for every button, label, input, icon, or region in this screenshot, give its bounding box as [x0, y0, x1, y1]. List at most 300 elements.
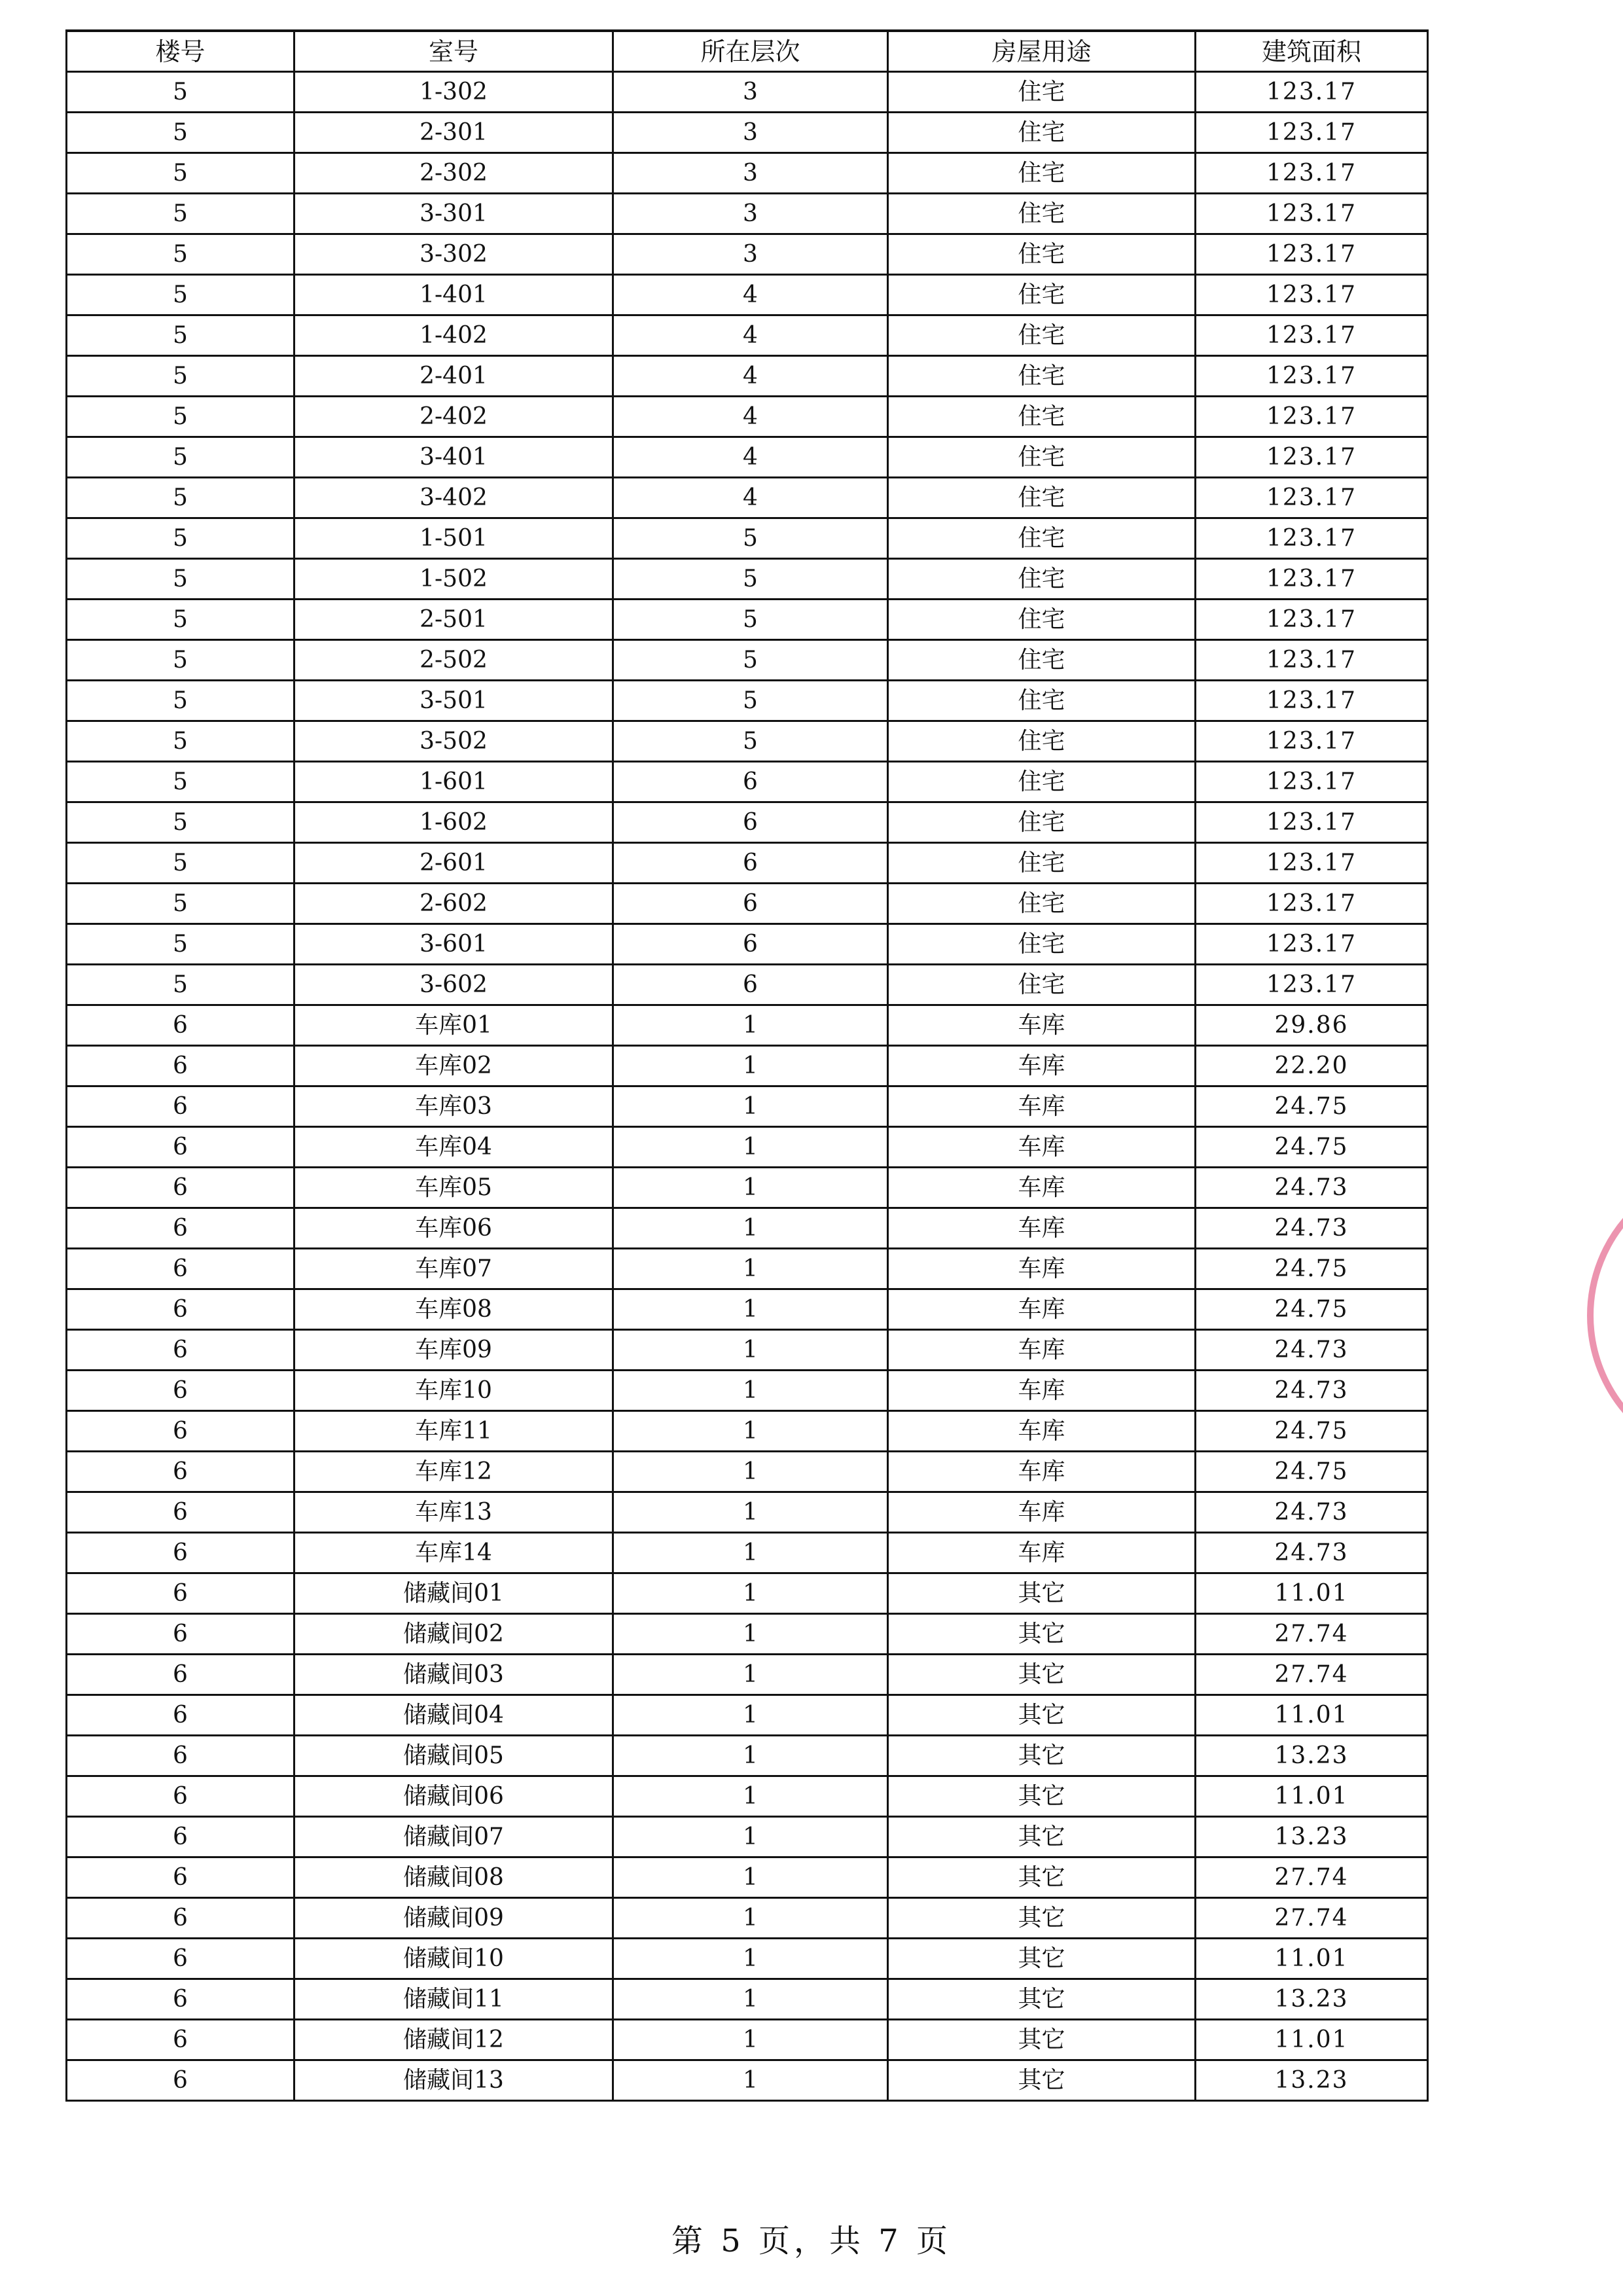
cell-building-no: 6	[67, 1939, 294, 1979]
cell-floor: 1	[613, 1249, 888, 1289]
table-row	[67, 2020, 1428, 2060]
cell-building-no: 6	[67, 1776, 294, 1817]
cell-floor-area: 11.01	[1196, 2020, 1428, 2060]
table-row	[67, 356, 1428, 397]
cell-room-no: 1-502	[294, 559, 613, 600]
table-row	[67, 1776, 1428, 1817]
cell-usage: 住宅	[888, 600, 1196, 640]
cell-room-no: 储藏间12	[294, 2020, 613, 2060]
cell-floor-area: 123.17	[1196, 234, 1428, 275]
table-row	[67, 153, 1428, 194]
table-row	[67, 194, 1428, 234]
cell-floor-area: 123.17	[1196, 478, 1428, 518]
cell-usage: 车库	[888, 1492, 1196, 1533]
cell-building-no: 6	[67, 1573, 294, 1614]
table-row	[67, 315, 1428, 356]
cell-floor: 5	[613, 681, 888, 721]
cell-floor: 1	[613, 1330, 888, 1371]
cell-room-no: 储藏间09	[294, 1898, 613, 1939]
header-usage: 房屋用途	[888, 31, 1196, 72]
cell-usage: 其它	[888, 1939, 1196, 1979]
cell-room-no: 储藏间06	[294, 1776, 613, 1817]
cell-usage: 其它	[888, 2020, 1196, 2060]
cell-building-no: 6	[67, 1046, 294, 1086]
cell-room-no: 3-501	[294, 681, 613, 721]
cell-floor-area: 24.73	[1196, 1330, 1428, 1371]
cell-floor: 3	[613, 113, 888, 153]
cell-building-no: 5	[67, 315, 294, 356]
table-row	[67, 681, 1428, 721]
cell-usage: 住宅	[888, 518, 1196, 559]
cell-floor-area: 24.73	[1196, 1371, 1428, 1411]
table-row	[67, 113, 1428, 153]
cell-room-no: 储藏间13	[294, 2060, 613, 2101]
cell-floor: 1	[613, 1573, 888, 1614]
cell-building-no: 5	[67, 884, 294, 924]
table-row	[67, 1168, 1428, 1208]
cell-floor: 1	[613, 1452, 888, 1492]
table-row	[67, 1330, 1428, 1371]
table-row	[67, 1817, 1428, 1857]
cell-floor-area: 22.20	[1196, 1046, 1428, 1086]
cell-room-no: 2-302	[294, 153, 613, 194]
cell-building-no: 6	[67, 1249, 294, 1289]
table-row	[67, 518, 1428, 559]
cell-room-no: 3-301	[294, 194, 613, 234]
cell-room-no: 储藏间08	[294, 1857, 613, 1898]
table-row	[67, 1249, 1428, 1289]
cell-floor: 1	[613, 1411, 888, 1452]
cell-room-no: 1-402	[294, 315, 613, 356]
cell-building-no: 5	[67, 762, 294, 802]
cell-building-no: 5	[67, 478, 294, 518]
cell-room-no: 2-501	[294, 600, 613, 640]
cell-floor-area: 123.17	[1196, 437, 1428, 478]
cell-room-no: 车库14	[294, 1533, 613, 1573]
cell-building-no: 5	[67, 802, 294, 843]
cell-building-no: 5	[67, 600, 294, 640]
cell-floor-area: 11.01	[1196, 1695, 1428, 1736]
cell-usage: 其它	[888, 1655, 1196, 1695]
cell-floor-area: 27.74	[1196, 1614, 1428, 1655]
cell-room-no: 车库05	[294, 1168, 613, 1208]
cell-building-no: 5	[67, 275, 294, 315]
cell-usage: 车库	[888, 1046, 1196, 1086]
cell-building-no: 5	[67, 356, 294, 397]
cell-room-no: 车库06	[294, 1208, 613, 1249]
cell-room-no: 2-502	[294, 640, 613, 681]
cell-floor-area: 123.17	[1196, 356, 1428, 397]
table-row	[67, 721, 1428, 762]
cell-floor: 1	[613, 1736, 888, 1776]
cell-room-no: 1-602	[294, 802, 613, 843]
cell-floor: 1	[613, 1695, 888, 1736]
cell-usage: 车库	[888, 1289, 1196, 1330]
cell-building-no: 5	[67, 924, 294, 965]
table-row	[67, 397, 1428, 437]
cell-floor-area: 123.17	[1196, 559, 1428, 600]
cell-floor-area: 27.74	[1196, 1898, 1428, 1939]
table-row	[67, 1127, 1428, 1168]
table-row	[67, 1533, 1428, 1573]
table-row	[67, 1411, 1428, 1452]
cell-building-no: 5	[67, 113, 294, 153]
cell-usage: 其它	[888, 1898, 1196, 1939]
header-floor-area: 建筑面积	[1196, 31, 1428, 72]
table-row	[67, 1614, 1428, 1655]
cell-room-no: 1-401	[294, 275, 613, 315]
cell-usage: 住宅	[888, 884, 1196, 924]
cell-floor-area: 123.17	[1196, 965, 1428, 1005]
cell-usage: 住宅	[888, 965, 1196, 1005]
cell-floor-area: 123.17	[1196, 113, 1428, 153]
cell-floor: 1	[613, 2020, 888, 2060]
cell-floor: 5	[613, 600, 888, 640]
cell-usage: 住宅	[888, 315, 1196, 356]
cell-usage: 车库	[888, 1127, 1196, 1168]
cell-floor-area: 24.75	[1196, 1249, 1428, 1289]
cell-room-no: 车库10	[294, 1371, 613, 1411]
page-number: 第 5 页，共 7 页	[671, 2223, 952, 2259]
cell-room-no: 车库11	[294, 1411, 613, 1452]
cell-room-no: 3-502	[294, 721, 613, 762]
cell-room-no: 储藏间10	[294, 1939, 613, 1979]
cell-building-no: 6	[67, 1168, 294, 1208]
cell-floor: 1	[613, 1371, 888, 1411]
cell-floor-area: 123.17	[1196, 194, 1428, 234]
cell-floor-area: 123.17	[1196, 72, 1428, 113]
cell-room-no: 2-601	[294, 843, 613, 884]
cell-floor: 1	[613, 1614, 888, 1655]
table-row	[67, 1371, 1428, 1411]
cell-room-no: 1-501	[294, 518, 613, 559]
cell-floor-area: 123.17	[1196, 884, 1428, 924]
cell-floor: 4	[613, 478, 888, 518]
table-row	[67, 437, 1428, 478]
cell-floor: 6	[613, 924, 888, 965]
cell-building-no: 5	[67, 194, 294, 234]
cell-usage: 住宅	[888, 234, 1196, 275]
table-row	[67, 275, 1428, 315]
cell-floor-area: 24.73	[1196, 1168, 1428, 1208]
cell-floor: 3	[613, 153, 888, 194]
table-row	[67, 1086, 1428, 1127]
cell-building-no: 6	[67, 1452, 294, 1492]
cell-usage: 住宅	[888, 437, 1196, 478]
cell-floor-area: 27.74	[1196, 1857, 1428, 1898]
cell-building-no: 6	[67, 1695, 294, 1736]
cell-floor-area: 24.75	[1196, 1411, 1428, 1452]
cell-usage: 其它	[888, 1857, 1196, 1898]
cell-building-no: 6	[67, 1411, 294, 1452]
cell-usage: 住宅	[888, 153, 1196, 194]
cell-floor-area: 11.01	[1196, 1939, 1428, 1979]
cell-floor: 4	[613, 315, 888, 356]
table-row	[67, 1939, 1428, 1979]
cell-floor: 6	[613, 762, 888, 802]
cell-floor: 1	[613, 1533, 888, 1573]
table-row	[67, 1655, 1428, 1695]
cell-floor-area: 123.17	[1196, 681, 1428, 721]
cell-floor: 3	[613, 234, 888, 275]
table-row	[67, 802, 1428, 843]
cell-floor: 1	[613, 1127, 888, 1168]
cell-building-no: 5	[67, 965, 294, 1005]
cell-building-no: 5	[67, 721, 294, 762]
cell-room-no: 车库02	[294, 1046, 613, 1086]
cell-building-no: 6	[67, 1979, 294, 2020]
cell-room-no: 储藏间04	[294, 1695, 613, 1736]
cell-floor: 3	[613, 72, 888, 113]
cell-building-no: 5	[67, 640, 294, 681]
header-floor: 所在层次	[613, 31, 888, 72]
cell-floor-area: 13.23	[1196, 1979, 1428, 2020]
cell-floor: 5	[613, 640, 888, 681]
cell-floor-area: 29.86	[1196, 1005, 1428, 1046]
table-row	[67, 1452, 1428, 1492]
cell-usage: 住宅	[888, 762, 1196, 802]
cell-building-no: 6	[67, 1492, 294, 1533]
cell-floor: 1	[613, 1776, 888, 1817]
cell-floor-area: 24.73	[1196, 1492, 1428, 1533]
cell-floor: 1	[613, 1168, 888, 1208]
cell-usage: 车库	[888, 1005, 1196, 1046]
table-row	[67, 640, 1428, 681]
cell-usage: 其它	[888, 1776, 1196, 1817]
cell-room-no: 车库08	[294, 1289, 613, 1330]
cell-usage: 其它	[888, 2060, 1196, 2101]
cell-room-no: 储藏间01	[294, 1573, 613, 1614]
cell-usage: 车库	[888, 1452, 1196, 1492]
cell-room-no: 车库03	[294, 1086, 613, 1127]
cell-floor-area: 24.75	[1196, 1289, 1428, 1330]
cell-building-no: 6	[67, 1371, 294, 1411]
cell-room-no: 储藏间11	[294, 1979, 613, 2020]
cell-floor: 1	[613, 1046, 888, 1086]
table-row	[67, 1573, 1428, 1614]
cell-usage: 车库	[888, 1330, 1196, 1371]
cell-floor: 1	[613, 1208, 888, 1249]
cell-floor: 6	[613, 843, 888, 884]
cell-floor: 6	[613, 884, 888, 924]
cell-floor: 1	[613, 1817, 888, 1857]
cell-room-no: 2-401	[294, 356, 613, 397]
table-row	[67, 1046, 1428, 1086]
cell-usage: 车库	[888, 1086, 1196, 1127]
cell-floor-area: 123.17	[1196, 315, 1428, 356]
cell-building-no: 6	[67, 2060, 294, 2101]
cell-usage: 住宅	[888, 397, 1196, 437]
cell-building-no: 6	[67, 1127, 294, 1168]
cell-floor-area: 123.17	[1196, 153, 1428, 194]
cell-floor: 5	[613, 518, 888, 559]
cell-usage: 住宅	[888, 478, 1196, 518]
cell-usage: 其它	[888, 1736, 1196, 1776]
cell-room-no: 3-401	[294, 437, 613, 478]
cell-room-no: 3-602	[294, 965, 613, 1005]
table-row	[67, 234, 1428, 275]
property-table	[65, 29, 1429, 2102]
cell-room-no: 3-601	[294, 924, 613, 965]
cell-floor: 3	[613, 194, 888, 234]
cell-floor-area: 24.75	[1196, 1086, 1428, 1127]
cell-floor: 5	[613, 721, 888, 762]
cell-usage: 其它	[888, 1573, 1196, 1614]
cell-room-no: 3-402	[294, 478, 613, 518]
cell-building-no: 6	[67, 1208, 294, 1249]
table-row	[67, 762, 1428, 802]
cell-usage: 住宅	[888, 559, 1196, 600]
cell-floor: 6	[613, 965, 888, 1005]
cell-room-no: 车库12	[294, 1452, 613, 1492]
cell-floor-area: 24.75	[1196, 1452, 1428, 1492]
cell-floor: 1	[613, 1289, 888, 1330]
cell-usage: 住宅	[888, 924, 1196, 965]
cell-usage: 住宅	[888, 275, 1196, 315]
cell-building-no: 6	[67, 1655, 294, 1695]
cell-usage: 住宅	[888, 194, 1196, 234]
cell-usage: 其它	[888, 1817, 1196, 1857]
cell-floor: 1	[613, 1655, 888, 1695]
cell-usage: 住宅	[888, 113, 1196, 153]
cell-room-no: 车库01	[294, 1005, 613, 1046]
cell-building-no: 5	[67, 234, 294, 275]
cell-floor: 4	[613, 275, 888, 315]
cell-building-no: 5	[67, 518, 294, 559]
table-row	[67, 1005, 1428, 1046]
cell-usage: 住宅	[888, 356, 1196, 397]
cell-floor: 1	[613, 1898, 888, 1939]
cell-usage: 住宅	[888, 681, 1196, 721]
cell-room-no: 车库04	[294, 1127, 613, 1168]
cell-room-no: 2-301	[294, 113, 613, 153]
table-row	[67, 1695, 1428, 1736]
cell-floor-area: 123.17	[1196, 397, 1428, 437]
table-row	[67, 965, 1428, 1005]
cell-floor: 5	[613, 559, 888, 600]
cell-building-no: 5	[67, 437, 294, 478]
cell-usage: 住宅	[888, 640, 1196, 681]
table-row	[67, 1289, 1428, 1330]
cell-floor-area: 123.17	[1196, 518, 1428, 559]
cell-room-no: 2-402	[294, 397, 613, 437]
header-building-no: 楼号	[67, 31, 294, 72]
table-row	[67, 2060, 1428, 2101]
cell-building-no: 6	[67, 1533, 294, 1573]
table-row	[67, 884, 1428, 924]
cell-building-no: 6	[67, 1289, 294, 1330]
cell-building-no: 6	[67, 1005, 294, 1046]
table-row	[67, 600, 1428, 640]
cell-usage: 车库	[888, 1168, 1196, 1208]
cell-usage: 车库	[888, 1533, 1196, 1573]
cell-room-no: 车库13	[294, 1492, 613, 1533]
cell-building-no: 5	[67, 559, 294, 600]
cell-usage: 车库	[888, 1411, 1196, 1452]
cell-usage: 其它	[888, 1614, 1196, 1655]
cell-floor: 1	[613, 1005, 888, 1046]
cell-room-no: 储藏间02	[294, 1614, 613, 1655]
cell-floor: 1	[613, 1857, 888, 1898]
cell-usage: 住宅	[888, 843, 1196, 884]
cell-usage: 车库	[888, 1208, 1196, 1249]
cell-floor-area: 24.73	[1196, 1533, 1428, 1573]
cell-building-no: 5	[67, 681, 294, 721]
cell-room-no: 车库07	[294, 1249, 613, 1289]
cell-room-no: 3-302	[294, 234, 613, 275]
cell-floor-area: 123.17	[1196, 275, 1428, 315]
cell-building-no: 6	[67, 2020, 294, 2060]
cell-floor: 1	[613, 1086, 888, 1127]
cell-floor: 4	[613, 356, 888, 397]
table-header-row	[67, 31, 1428, 72]
table-row	[67, 1898, 1428, 1939]
cell-room-no: 储藏间07	[294, 1817, 613, 1857]
cell-usage: 车库	[888, 1371, 1196, 1411]
red-seal-stamp-icon	[1574, 1165, 1623, 1466]
cell-floor-area: 123.17	[1196, 843, 1428, 884]
cell-floor-area: 123.17	[1196, 600, 1428, 640]
cell-building-no: 5	[67, 843, 294, 884]
cell-floor: 1	[613, 1492, 888, 1533]
cell-floor: 1	[613, 1939, 888, 1979]
table-row	[67, 843, 1428, 884]
table-row	[67, 1857, 1428, 1898]
cell-floor: 1	[613, 1979, 888, 2020]
cell-floor: 1	[613, 2060, 888, 2101]
table-row	[67, 924, 1428, 965]
cell-floor-area: 13.23	[1196, 2060, 1428, 2101]
cell-building-no: 5	[67, 397, 294, 437]
cell-room-no: 1-601	[294, 762, 613, 802]
cell-floor-area: 13.23	[1196, 1736, 1428, 1776]
cell-floor-area: 123.17	[1196, 640, 1428, 681]
cell-floor: 4	[613, 437, 888, 478]
table-row	[67, 1208, 1428, 1249]
cell-floor-area: 123.17	[1196, 721, 1428, 762]
cell-building-no: 6	[67, 1898, 294, 1939]
table-row	[67, 478, 1428, 518]
cell-building-no: 5	[67, 153, 294, 194]
cell-floor: 6	[613, 802, 888, 843]
cell-usage: 住宅	[888, 802, 1196, 843]
cell-floor-area: 27.74	[1196, 1655, 1428, 1695]
table-row	[67, 72, 1428, 113]
cell-floor-area: 13.23	[1196, 1817, 1428, 1857]
cell-floor-area: 123.17	[1196, 802, 1428, 843]
cell-floor-area: 123.17	[1196, 924, 1428, 965]
table-row	[67, 1492, 1428, 1533]
cell-floor-area: 123.17	[1196, 762, 1428, 802]
table-row	[67, 1979, 1428, 2020]
table-row	[67, 1736, 1428, 1776]
cell-usage: 住宅	[888, 72, 1196, 113]
cell-usage: 车库	[888, 1249, 1196, 1289]
cell-room-no: 储藏间05	[294, 1736, 613, 1776]
table-body	[67, 72, 1428, 2101]
cell-room-no: 2-602	[294, 884, 613, 924]
cell-building-no: 6	[67, 1817, 294, 1857]
cell-floor-area: 24.75	[1196, 1127, 1428, 1168]
cell-building-no: 6	[67, 1086, 294, 1127]
cell-building-no: 6	[67, 1330, 294, 1371]
table-row	[67, 559, 1428, 600]
cell-usage: 其它	[888, 1695, 1196, 1736]
cell-floor: 4	[613, 397, 888, 437]
cell-building-no: 6	[67, 1736, 294, 1776]
cell-building-no: 6	[67, 1857, 294, 1898]
header-room-no: 室号	[294, 31, 613, 72]
